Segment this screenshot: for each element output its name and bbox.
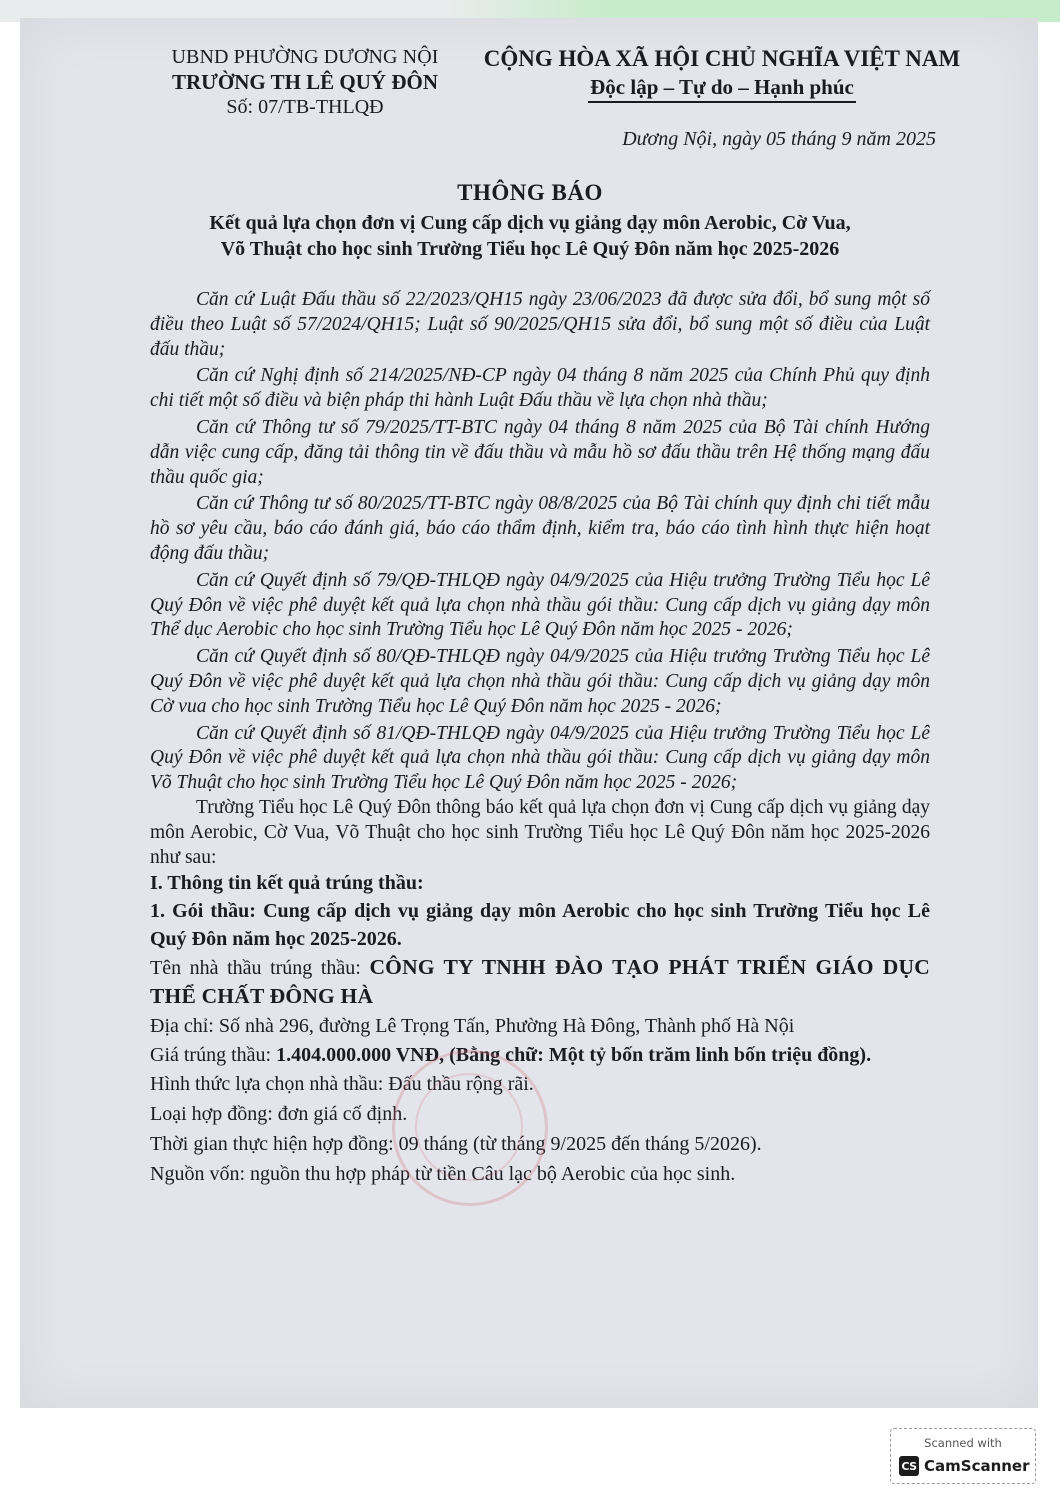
- camscanner-icon: CS: [899, 1456, 919, 1476]
- package-title: 1. Gói thầu: Cung cấp dịch vụ giảng dạy môn Aerobic cho học sinh Trường Tiểu học Lê Quý Đôn năm học 2025-2026.: [150, 900, 930, 951]
- legal-basis-item: Căn cứ Quyết định số 80/QĐ-THLQĐ ngày 04/9/2025 của Hiệu trưởng Trường Tiểu học Lê Quý Đôn về việc phê duyệt kết quả lựa chọn nhà thầu gói thầu: Cung cấp dịch vụ giảng dạy môn Cờ vua cho học sinh Trường Tiểu học Lê Quý Đôn năm học 2025 - 2026;: [150, 646, 930, 717]
- legal-basis-item: Căn cứ Nghị định số 214/2025/NĐ-CP ngày 04 tháng 8 năm 2025 của Chính Phủ quy định chi tiết một số điều và biện pháp thi hành Luật Đấu thầu về lựa chọn nhà thầu;: [150, 365, 930, 412]
- scanned-with-label: Scanned with: [924, 1436, 1002, 1450]
- camscanner-watermark: [890, 1428, 1036, 1484]
- legal-basis-item: Căn cứ Quyết định số 81/QĐ-THLQĐ ngày 04/9/2025 của Hiệu trưởng Trường Tiểu học Lê Quý Đôn về việc phê duyệt kết quả lựa chọn nhà thầu gói thầu: Cung cấp dịch vụ giảng dạy môn Võ Thuật cho học sinh Trường Tiểu học Lê Quý Đôn năm học 2025 - 2026;: [150, 722, 930, 794]
- legal-basis-item: Căn cứ Thông tư số 79/2025/TT-BTC ngày 04 tháng 8 năm 2025 của Bộ Tài chính Hướng dẫn việc cung cấp, đăng tải thông tin về đấu thầu và mẫu hồ sơ đấu thầu trên Hệ thống mạng đấu thầu quốc gia;: [150, 416, 930, 488]
- legal-basis-item: Căn cứ Quyết định số 79/QĐ-THLQĐ ngày 04/9/2025 của Hiệu trưởng Trường Tiểu học Lê Quý Đôn về việc phê duyệt kết quả lựa chọn nhà thầu gói thầu: Cung cấp dịch vụ giảng dạy môn Thể dục Aerobic cho học sinh Trường Tiểu học Lê Quý Đôn năm học 2025 - 2026;: [150, 569, 930, 641]
- winner-label: Tên nhà thầu trúng thầu:: [150, 957, 370, 980]
- national-title: CỘNG HÒA XÃ HỘI CHỦ NGHĨA VIỆT NAM: [483, 46, 961, 71]
- document-number: Số: 07/TB-THLQĐ: [226, 96, 384, 118]
- results-section: [150, 870, 930, 1189]
- subtitle-line-2: Võ Thuật cho học sinh Trường Tiểu học Lê Quý Đôn năm học 2025-2026: [220, 238, 840, 260]
- legal-basis-list: [150, 288, 930, 796]
- section-heading: I. Thông tin kết quả trúng thầu:: [150, 872, 424, 895]
- selection-method: Hình thức lựa chọn nhà thầu: Đấu thầu rộng rãi.: [150, 1073, 534, 1096]
- winner-address: Địa chỉ: Số nhà 296, đường Lê Trọng Tấn, Phường Hà Đông, Thành phố Hà Nội: [150, 1015, 795, 1038]
- camscanner-name: CamScanner: [924, 1457, 1030, 1475]
- issuer-school: TRƯỜNG TH LÊ QUÝ ĐÔN: [171, 70, 439, 94]
- legal-basis-item: Căn cứ Luật Đấu thầu số 22/2023/QH15 ngày 23/06/2023 đã được sửa đổi, bổ sung một số điều theo Luật số 57/2024/QH15; Luật số 90/2025/QH15 sửa đổi, bổ sung một số điều của Luật đấu thầu;: [150, 289, 930, 360]
- document-body: [150, 288, 930, 1189]
- price-label: Giá trúng thầu:: [150, 1044, 277, 1067]
- issuer-header: [150, 44, 460, 120]
- winner-name: CÔNG TY TNHH ĐÀO TẠO PHÁT TRIỂN GIÁO DỤC THỂ CHẤT ĐÔNG HÀ: [150, 955, 930, 1009]
- contract-type: Loại hợp đồng: đơn giá cố định.: [150, 1103, 408, 1126]
- price-line: [150, 1041, 930, 1069]
- national-motto: Độc lập – Tự do – Hạnh phúc: [588, 74, 856, 103]
- winner-line: [150, 953, 930, 1011]
- document-title: THÔNG BÁO: [457, 180, 603, 205]
- contract-duration: Thời gian thực hiện hợp đồng: 09 tháng (từ tháng 9/2025 đến tháng 5/2026).: [150, 1133, 762, 1156]
- national-header: [462, 44, 982, 103]
- funding-source: Nguồn vốn: nguồn thu hợp pháp từ tiền Câu lạc bộ Aerobic của học sinh.: [150, 1163, 736, 1186]
- issuer-ward: UBND PHƯỜNG DƯƠNG NỘI: [171, 46, 439, 68]
- legal-basis-item: Căn cứ Thông tư số 80/2025/TT-BTC ngày 08/8/2025 của Bộ Tài chính quy định chi tiết mẫu hồ sơ yêu cầu, báo cáo đánh giá, báo cáo thẩm định, kiểm tra, báo cáo tình hình thực hiện hoạt động đấu thầu;: [150, 493, 930, 564]
- price-value: 1.404.000.000 VNĐ, (Bằng chữ: Một tỷ bốn trăm linh bốn triệu đồng).: [276, 1044, 872, 1067]
- document-date: Dương Nội, ngày 05 tháng 9 năm 2025: [622, 128, 936, 150]
- camscanner-logo: [899, 1455, 1030, 1477]
- subtitle-line-1: Kết quả lựa chọn đơn vị Cung cấp dịch vụ giảng dạy môn Aerobic, Cờ Vua,: [209, 212, 851, 234]
- document-subtitle: [100, 210, 960, 262]
- intro-paragraph: Trường Tiểu học Lê Quý Đôn thông báo kết quả lựa chọn đơn vị Cung cấp dịch vụ giảng dạy môn Aerobic, Cờ Vua, Võ Thuật cho học sinh Trường Tiểu học Lê Quý Đôn năm học 2025-2026 như sau:: [150, 796, 930, 868]
